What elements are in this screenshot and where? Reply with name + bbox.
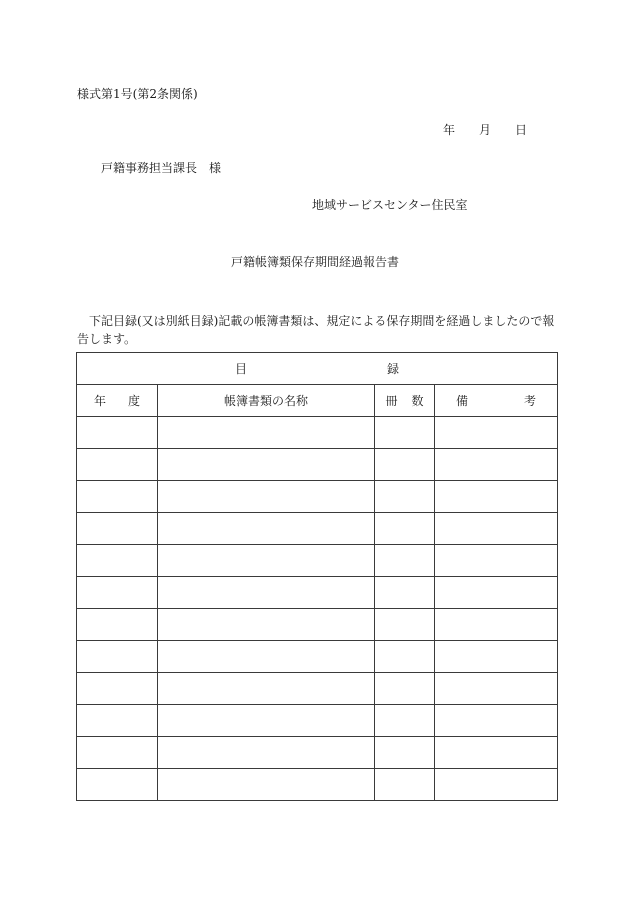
table-title-row xyxy=(77,353,558,385)
cell-year xyxy=(77,769,158,801)
cell-name xyxy=(158,545,375,577)
column-header-remarks: 備 考 xyxy=(435,385,558,417)
document-title: 戸籍帳簿類保存期間経過報告書 xyxy=(230,255,399,269)
table-row xyxy=(77,577,558,609)
table-row xyxy=(77,417,558,449)
honorific: 様 xyxy=(209,161,222,175)
table-title xyxy=(77,353,558,385)
table-row xyxy=(77,609,558,641)
cell-count xyxy=(375,545,435,577)
date-line xyxy=(443,124,527,136)
table-row xyxy=(77,705,558,737)
cell-count xyxy=(375,641,435,673)
cell-remarks xyxy=(435,449,558,481)
cell-remarks xyxy=(435,609,558,641)
date-day: 日 xyxy=(515,123,528,137)
date-year: 年 xyxy=(443,123,456,137)
cell-remarks xyxy=(435,577,558,609)
cell-year xyxy=(77,737,158,769)
table-row xyxy=(77,641,558,673)
cell-count xyxy=(375,449,435,481)
cell-remarks xyxy=(435,737,558,769)
cell-count xyxy=(375,417,435,449)
cell-count xyxy=(375,673,435,705)
cell-remarks xyxy=(435,769,558,801)
cell-name xyxy=(158,737,375,769)
cell-year xyxy=(77,609,158,641)
table-header-row xyxy=(77,385,558,417)
cell-count xyxy=(375,609,435,641)
cell-count xyxy=(375,513,435,545)
register-table xyxy=(76,352,558,801)
cell-name xyxy=(158,769,375,801)
cell-year xyxy=(77,673,158,705)
addressee-name: 戸籍事務担当課長 xyxy=(101,161,198,175)
table-row xyxy=(77,481,558,513)
cell-remarks xyxy=(435,513,558,545)
cell-name xyxy=(158,673,375,705)
sender: 地域サービスセンター住民室 xyxy=(312,198,468,212)
table-row xyxy=(77,769,558,801)
table-row xyxy=(77,673,558,705)
cell-name xyxy=(158,513,375,545)
cell-year xyxy=(77,705,158,737)
column-header-name: 帳簿書類の名称 xyxy=(158,385,375,417)
cell-remarks xyxy=(435,673,558,705)
table-row xyxy=(77,737,558,769)
cell-year xyxy=(77,481,158,513)
column-header-year: 年 度 xyxy=(77,385,158,417)
cell-name xyxy=(158,705,375,737)
cell-year xyxy=(77,513,158,545)
cell-remarks xyxy=(435,641,558,673)
cell-year xyxy=(77,417,158,449)
column-header-count: 冊 数 xyxy=(375,385,435,417)
cell-count xyxy=(375,481,435,513)
table-row xyxy=(77,545,558,577)
cell-name xyxy=(158,449,375,481)
cell-remarks xyxy=(435,705,558,737)
cell-count xyxy=(375,705,435,737)
form-number: 様式第1号(第2条関係) xyxy=(77,87,198,101)
cell-name xyxy=(158,481,375,513)
table-row xyxy=(77,449,558,481)
body-text: 下記目録(又は別紙目録)記載の帳簿書類は、規定による保存期間を経過しましたので報告します。 xyxy=(77,314,555,346)
cell-name xyxy=(158,641,375,673)
cell-remarks xyxy=(435,417,558,449)
cell-count xyxy=(375,737,435,769)
cell-count xyxy=(375,769,435,801)
cell-count xyxy=(375,577,435,609)
addressee xyxy=(101,162,221,174)
table-title-left: 目 xyxy=(235,362,248,376)
cell-year xyxy=(77,577,158,609)
date-month: 月 xyxy=(479,123,492,137)
cell-name xyxy=(158,609,375,641)
cell-year xyxy=(77,641,158,673)
cell-remarks xyxy=(435,481,558,513)
cell-year xyxy=(77,545,158,577)
cell-name xyxy=(158,577,375,609)
cell-year xyxy=(77,449,158,481)
cell-name xyxy=(158,417,375,449)
cell-remarks xyxy=(435,545,558,577)
table-title-right: 録 xyxy=(387,362,400,376)
table-row xyxy=(77,513,558,545)
